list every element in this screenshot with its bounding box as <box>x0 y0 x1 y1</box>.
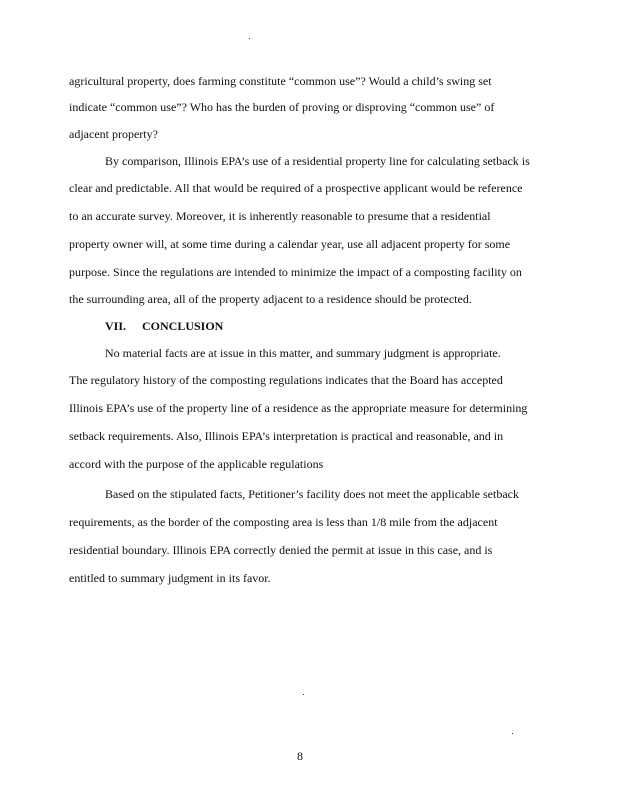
text-line: No material facts are at issue in this matter, and summary judgment is appropriate. <box>105 346 501 360</box>
text-line: residential boundary. Illinois EPA correctly denied the permit at issue in this case, and is <box>69 543 493 557</box>
text-line: the surrounding area, all of the property adjacent to a residence should be protected. <box>69 292 472 306</box>
section-number: VII. <box>105 319 127 333</box>
text-line: Illinois EPA’s use of the property line of a residence as the appropriate measure for determining <box>69 401 528 415</box>
scan-speck <box>249 38 250 39</box>
text-line: setback requirements. Also, Illinois EPA’s interpretation is practical and reasonable, and in <box>69 429 504 443</box>
text-line: accord with the purpose of the applicable regulations <box>69 457 324 471</box>
text-line: Based on the stipulated facts, Petitioner’s facility does not meet the applicable setback <box>105 487 519 501</box>
text-line: purpose. Since the regulations are intended to minimize the impact of a composting facility on <box>69 265 522 279</box>
scan-speck <box>303 694 304 695</box>
scan-speck <box>512 733 513 734</box>
text-line: to an accurate survey. Moreover, it is inherently reasonable to presume that a residential <box>69 209 491 223</box>
text-line: agricultural property, does farming constitute “common use”? Would a child’s swing set <box>69 74 492 88</box>
text-line: indicate “common use”? Who has the burden of proving or disproving “common use” of <box>69 100 495 114</box>
text-line: By comparison, Illinois EPA’s use of a residential property line for calculating setback is <box>105 154 530 168</box>
section-title: CONCLUSION <box>142 319 224 333</box>
text-line: adjacent property? <box>69 127 158 141</box>
text-line: requirements, as the border of the composting area is less than 1/8 mile from the adjacent <box>69 515 498 529</box>
text-line: property owner will, at some time during a calendar year, use all adjacent property for some <box>69 237 511 251</box>
text-line: The regulatory history of the composting regulations indicates that the Board has accepted <box>69 373 503 387</box>
text-line: entitled to summary judgment in its favor. <box>69 571 271 585</box>
page-number: 8 <box>297 749 303 763</box>
text-line: clear and predictable. All that would be required of a prospective applicant would be reference <box>69 181 523 195</box>
